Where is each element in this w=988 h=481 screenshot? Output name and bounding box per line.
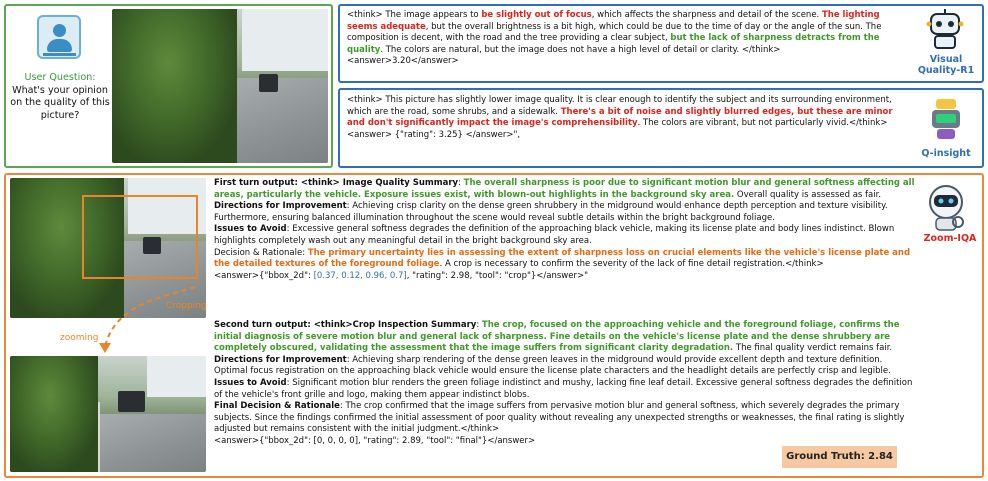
zoom-iqa-robot-icon: [922, 182, 970, 232]
q-insight-robot-icon: [927, 98, 965, 140]
first-turn-output: First turn output: <think> Image Quality Summary: The overall sharpness is poor due to significant motion blur and general softness affecting all areas, particularly the vehicle. Exposure issues exist, with blown-out highlights in the background sky area. Overall quality is assessed as fair. Directions for Improvement: Achieving crisp clarity on the dense green shrubbery in the midground would enhance depth perception and texture visibility. Furthermore, ensuring balanced illumination throughout the scene would reveal subtle details within the bright background foliage. Issues to Avoid: Excessive general softness degrades the definition of the approaching black vehicle, making its license plate and body lines indistinct. Blown highlights completely wash out any meaningful detail in the bright background sky area. Decision & Rationale: The primary uncertainty lies in assessing the extent of sharpness loss on crucial elements like the vehicle's license plate and the detailed textures of the foreground foliage. A crop is necessary to confirm the severity of the lack of fine detail registration.</think> <answer>{"bbox_2d": [0.37, 0.12, 0.96, 0.7], "rating": 2.98, "tool": "crop"}</answer>": [214, 178, 915, 281]
q-insight-label: Q-insight: [921, 148, 971, 159]
visual-quality-r1-output: <think> The image appears to be slightly out of focus, which affects the sharpness and detail of the scene. The lighting seems adequate, but the overall brightness is a bit high, which could be due to the time of day or the angle of the sun. The composition is decent, with the road and the tree providing a clear subject, but the lack of sharpness detracts from the quality. The colors are natural, but the image does not have a high level of detail or clarity. </think> <answer>3.20</answer>: [347, 10, 882, 67]
user-question-text: What's your opinion on the quality of this picture?: [10, 84, 110, 121]
cropping-label: Cropping: [166, 301, 207, 311]
input-photo: [112, 9, 328, 163]
user-question-label: User Question:: [24, 72, 96, 83]
visual-quality-r1-robot-icon: [925, 8, 965, 52]
second-turn-output: Second turn output: <think>Crop Inspection Summary: The crop, focused on the approaching vehicle and the foreground foliage, confirms the initial diagnosis of severe motion blur and general lack of sharpness. Fine details on the vehicle's license plate and the dense shrubbery are completely obscured, validating the assessment that the image suffers from significant clarity degradation. The final quality verdict remains fair. Directions for Improvement: Achieving sharp rendering of the dense green leaves in the midground would provide excellent depth and texture definition. Optimal focus registration on the approaching black vehicle would ensure the license plate characters and the headlight details are perfectly crisp and legible. Issues to Avoid: Significant motion blur renders the green foliage indistinct and mushy, lacking fine leaf detail. Excessive general softness degrades the definition of the vehicle's front grille and logo, making them appear indistinct blobs. Final Decision & Rationale: The crop confirmed that the image suffers from pervasive motion blur and general softness, which severely degrades the primary subjects. Since the findings confirmed the initial assessment of poor quality without revealing any unexpected strengths or weaknesses, the final rating is slightly adjusted but remains consistent with the initial judgment.</think> <answer>{"bbox_2d": [0, 0, 0, 0], "rating": 2.89, "tool": "final"}</answer>: [214, 320, 913, 446]
crop-region-box: [82, 195, 198, 279]
q-insight-output: <think> This picture has slightly lower image quality. It is clear enough to identify the subject and its surrounding environment, which are the road, some shrubs, and a sidewalk. There's a bit of noise and slightly blurred edges, but these are minor and don't significantly impact the image's comprehensibility. The colors are vibrant, but not particularly vivid.</think> <answer> {"rating": 3.25} </answer>",: [347, 95, 893, 140]
ground-truth-badge: Ground Truth: 2.84: [782, 446, 897, 468]
user-icon: [37, 15, 81, 59]
user-question: [10, 72, 110, 122]
zooming-label: zooming: [60, 333, 99, 343]
zoom-arrow: [95, 283, 205, 355]
visual-quality-r1-label: Visual Quality-R1: [917, 54, 975, 76]
zoom-iqa-cropped-photo: [10, 356, 206, 472]
zoom-iqa-label: Zoom-IQA: [923, 233, 977, 244]
